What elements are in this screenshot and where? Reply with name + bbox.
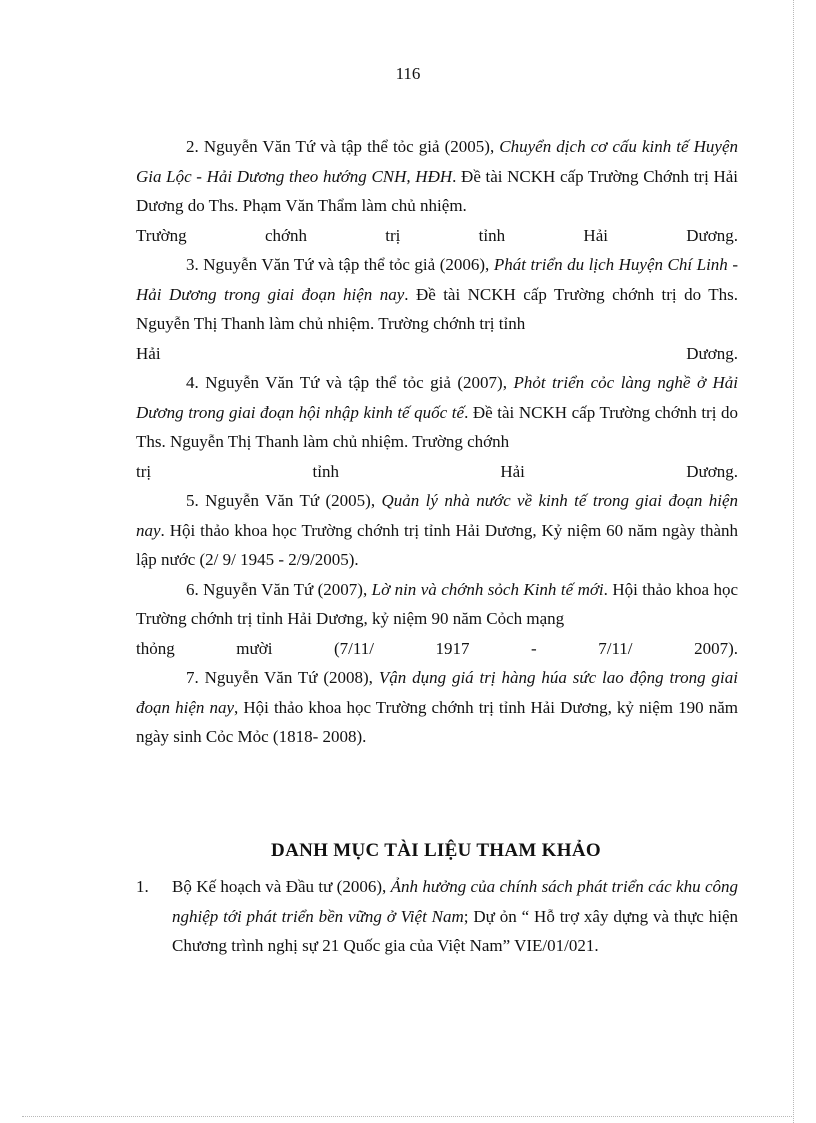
work-entry-4 [136, 368, 738, 486]
work-entry-lead: 6. Nguyễn Văn Tứ (2007), [186, 579, 372, 599]
reference-item-1 [136, 872, 738, 961]
work-entry-lead: 7. Nguyễn Văn Tứ (2008), [186, 668, 379, 687]
work-entry-5 [136, 486, 738, 575]
work-entry-body: . Đề tài NCKH cấp Trường chớnh trị do Ths. Nguyễn Thị Thanh làm chủ nhiệm. Trường chớnh trị tỉnh [136, 284, 738, 333]
page-border-bottom [22, 1116, 794, 1117]
work-entry-title: Chuyển dịch cơ cấu kinh tế Huyện Gia Lộc - Hải Dương theo hướng CNH, HĐH [136, 137, 738, 186]
reference-body: ; Dự ỏn “ Hỗ trợ xây dựng và thực hiện Chương trình nghị sự 21 Quốc gia của Việt Nam” VIE/01/021. [172, 906, 738, 955]
work-entry-title: Vận dụng giá trị hàng húa sức lao động trong giai đoạn hiện nay [136, 668, 739, 717]
reference-number: 1. [136, 877, 149, 896]
reference-lead: Bộ Kế hoạch và Đầu tư (2006), [172, 877, 391, 896]
work-entry-title: Phát triển du lịch Huyện Chí Linh - Hải Dương trong giai đoạn hiện nay [136, 255, 738, 304]
work-entry-tail: trị tỉnh Hải Dương. [136, 461, 738, 481]
page-number: 116 [395, 64, 421, 83]
work-entry-title: Phỏt triển cỏc làng nghề ở Hải Dương trong giai đoạn hội nhập kinh tế quốc tế [136, 373, 738, 422]
references-list [136, 872, 738, 961]
work-entry-tail: Trường chớnh trị tỉnh Hải Dương. [136, 225, 738, 245]
work-entry-title: Lờ nin và chớnh sỏch Kinh tế mới [371, 579, 604, 599]
work-entry-body: . Đề tài NCKH cấp Trường chớnh trị do Ths. Nguyễn Thị Thanh làm chủ nhiệm. Trường chớnh [136, 402, 738, 451]
author-works-list [136, 132, 738, 752]
work-entry-6 [136, 575, 738, 664]
page-border-right [793, 0, 794, 1123]
work-entry-title: Quản lý nhà nước về kinh tế trong giai đoạn hiện nay [136, 491, 738, 540]
reference-title: Ảnh hưởng của chính sách phát triển các khu công nghiệp tới phát triển bền vững ở Việt Nam [172, 877, 738, 926]
work-entry-body: , Hội thảo khoa học Trường chớnh trị tỉnh Hải Dương, kỷ niệm 190 năm ngày sinh Cỏc Mỏc (1818- 2008). [136, 697, 738, 746]
work-entry-lead: 3. Nguyễn Văn Tứ và tập thể tỏc giả (2006), [186, 255, 494, 274]
work-entry-tail: thỏng mười (7/11/ 1917 - 7/11/ 2007). [136, 638, 738, 658]
work-entry-body: . Hội thảo khoa học Trường chớnh trị tỉnh Hải Dương, Kỷ niệm 60 năm ngày thành lập nước (2/ 9/ 1945 - 2/9/2005). [136, 520, 738, 569]
work-entry-3 [136, 250, 738, 368]
work-entry-7 [136, 663, 738, 752]
work-entry-body: . Hội thảo khoa học Trường chớnh trị tỉnh Hải Dương, kỷ niệm 90 năm Cỏch mạng [136, 579, 739, 628]
work-entry-tail: Hải Dương. [136, 343, 738, 363]
work-entry-body: . Đề tài NCKH cấp Trường Chớnh trị Hải Dương do Ths. Phạm Văn Thẩm làm chủ nhiệm. [136, 166, 738, 215]
work-entry-lead: 4. Nguyễn Văn Tứ và tập thể tỏc giả (2007), [186, 373, 514, 392]
work-entry-lead: 2. Nguyễn Văn Tứ và tập thể tỏc giả (2005), [186, 137, 500, 156]
references-heading: DANH MỤC TÀI LIỆU THAM KHẢO [271, 840, 601, 861]
work-entry-lead: 5. Nguyễn Văn Tứ (2005), [186, 491, 382, 510]
work-entry-2 [136, 132, 738, 250]
